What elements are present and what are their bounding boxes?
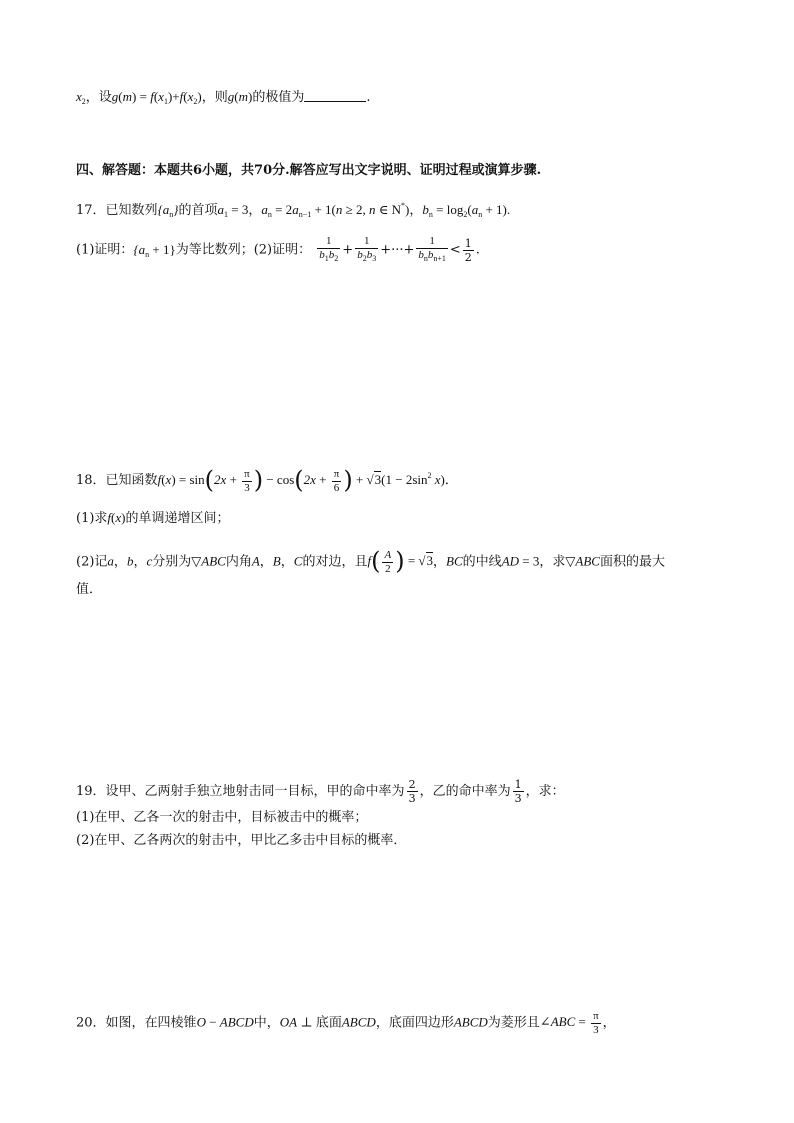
q17-stem: 17．已知数列$\{a_n\}$的首项$a_1 = 3$，$a_n = 2a_{n-1} + 1(n \ge 2$, n ∈ N*)，$b_n = \log_2(a_n + 1)$. — [76, 201, 511, 219]
formula-g-m: $g(m) = f(x_1)+f(x_2)$ — [111, 89, 202, 106]
q19-part2: (2)在甲、乙各两次的射击中，甲比乙多击中目标的概率． — [76, 833, 407, 848]
formula-bn: $b_n = \log_2(a_n + 1)$. — [422, 202, 511, 219]
frac-one-third: $\frac{1}{3}$ — [514, 778, 522, 805]
section-heading: 四、解答题：本题共6小题，共70分.解答应写出文字说明、证明过程或演算步骤. — [76, 163, 542, 178]
formula-abc: a，b，c — [107, 553, 153, 569]
q20-stem: 20．如图，在四棱锥O − ABCD中，OA ⊥ 底面ABCD，底面四边形ABCD为菱形且∠ABC = $\frac{\pi}{3}$ ， — [76, 1010, 616, 1036]
formula-oa: OA ⊥ — [279, 1014, 316, 1030]
frac-two-thirds: $\frac{2}{3}$ — [408, 778, 416, 805]
formula-abcd: ABCD — [341, 1014, 376, 1030]
q18-part2: (2)记a，b，c分别为▽ABC内角A，B，C的对边，且f( $\frac{A}{2}$ ) = √3，BC的中线AD = 3，求▽ABC面积的最大 — [76, 547, 665, 576]
q18-part1: (1)求f(x)的单调递增区间； — [76, 510, 230, 526]
formula-abcd-2: ABCD — [453, 1014, 488, 1030]
formula-triangle-abc: ▽ABC — [191, 553, 226, 569]
q18-part2-cont: 值． — [76, 582, 103, 597]
frac-half: $\frac{1}{2}$ — [464, 236, 472, 264]
formula-ad: AD = 3 — [501, 553, 540, 569]
formula-pyramid: O − ABCD — [196, 1014, 254, 1030]
formula-g-m-2: g(m) — [227, 89, 253, 104]
formula-fA2: f( $\frac{A}{2}$ ) = √3 — [367, 547, 434, 576]
frac-bnbn1: $\frac{1}{b_nb_{n+1}}$ — [418, 235, 446, 263]
formula-a1: $a_1 = 3$ — [217, 202, 249, 219]
formula-fx-2: f(x) — [107, 510, 126, 525]
var-x2: $x_2$ — [76, 89, 86, 106]
formula-bc: BC — [446, 553, 463, 569]
q18-stem: 18．已知函数f(x) = sin(2x + $\frac{\pi}{3}$ ) − cos(2x + $\frac{\pi}{6}$ ) + $√3(1 - 2\sin^2$ x)． — [76, 466, 458, 494]
formula-angle-abc: ∠ABC = $\frac{\pi}{3}$ — [539, 1010, 599, 1036]
q17-parts: (1)证明：$\{a_n + 1\}$为等比数列；(2)证明： $\frac{1}{b_1b_2}$ + $\frac{1}{b_2b_3}$ +···+ $\frac{1}{b_nb_{n+1}}$ < $\frac{1}{2}$ . — [76, 235, 480, 264]
formula-an-plus-1: $\{a_n + 1\}$ — [133, 241, 176, 259]
formula-triangle-abc-2: ▽ABC — [565, 553, 600, 569]
formula-seq-an: $\{a_n\}$ — [157, 202, 179, 219]
q19-stem: 19．设甲、乙两射手独立地射击同一目标，甲的命中率为 $\frac{2}{3}$ ，乙的命中率为 $\frac{1}{3}$ ，求： — [76, 778, 565, 805]
formula-fx: f(x) = sin(2x + $\frac{\pi}{3}$ ) − cos(2x + $\frac{\pi}{6}$ ) + $√3(1 - 2\sin^2$ x) — [157, 466, 445, 494]
frac-b2b3: $\frac{1}{b_2b_3}$ — [357, 235, 377, 263]
answer-blank[interactable] — [304, 89, 366, 102]
formula-recurrence: $a_n = 2a_{n-1} + 1(n \ge 2$, n ∈ N*) — [261, 201, 410, 219]
q19-part1: (1)在甲、乙各一次的射击中，目标被击中的概率； — [76, 810, 368, 825]
q16-continuation: $x_2$，设$g(m) = f(x_1)+f(x_2)$，则g(m)的极值为 . — [76, 89, 371, 106]
frac-b1b2: $\frac{1}{b_1b_2}$ — [319, 235, 339, 263]
formula-angles: A，B，C — [251, 553, 303, 569]
